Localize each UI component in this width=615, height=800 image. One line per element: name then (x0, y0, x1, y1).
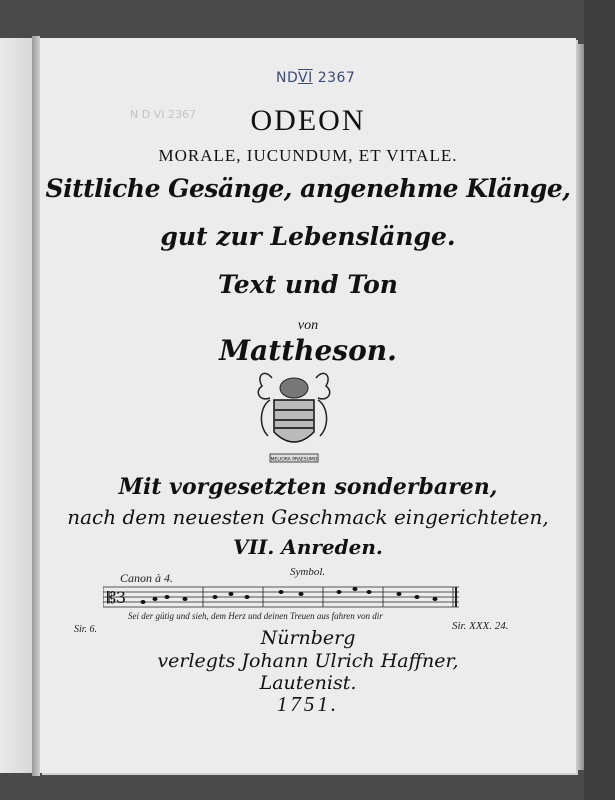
svg-text:𝄡3: 𝄡3 (107, 588, 127, 607)
facing-page (0, 38, 33, 773)
imprint-publisher: verlegts Johann Ulrich Haffner, (157, 650, 459, 672)
canon-lyric: Sei der gütig und sieh, dem Herz und deinen Treuen aus fahren von dir (128, 611, 383, 621)
main-title: ODEON (250, 104, 366, 137)
reference-right: Sir. XXX. 24. (452, 620, 509, 632)
crest-motto: MELIORA PRAESUMO (270, 457, 318, 463)
stamp-roman: VI (298, 70, 313, 86)
stamp-prefix: ND (276, 70, 299, 86)
background (584, 0, 615, 800)
faint-stamp: N D VI 2367 (130, 108, 196, 121)
imprint-role: Lautenist. (259, 672, 357, 694)
symbol-label: Symbol. (290, 566, 326, 578)
canon-label: Canon à 4. (120, 571, 174, 585)
stamp-number: 2367 (317, 70, 356, 86)
imprint-place: Nürnberg (260, 627, 356, 649)
coat-of-arms-icon (250, 366, 338, 472)
subtitle-line-2: nach dem neuesten Geschmack eingerichteten, (67, 505, 549, 529)
music-staff-icon (103, 583, 463, 613)
subtitle-line-1: Mit vorgesetzten sonderbaren, (118, 474, 498, 500)
reference-left: Sir. 6. (74, 624, 98, 635)
page-edge (576, 44, 584, 770)
shelfmark-stamp (276, 70, 355, 86)
title-line-3: Text und Ton (218, 270, 398, 299)
by-label: von (297, 318, 319, 333)
book-spine (32, 36, 40, 776)
author-name: Mattheson. (219, 334, 397, 367)
subtitle-line-3: VII. Anreden. (233, 535, 383, 559)
title-line-2: gut zur Lebenslänge. (160, 222, 456, 251)
imprint-year: 1751. (276, 692, 340, 716)
latin-subtitle: MORALE, IUCUNDUM, ET VITALE. (158, 146, 458, 165)
title-line-1: Sittliche Gesänge, angenehme Klänge, (45, 174, 571, 203)
